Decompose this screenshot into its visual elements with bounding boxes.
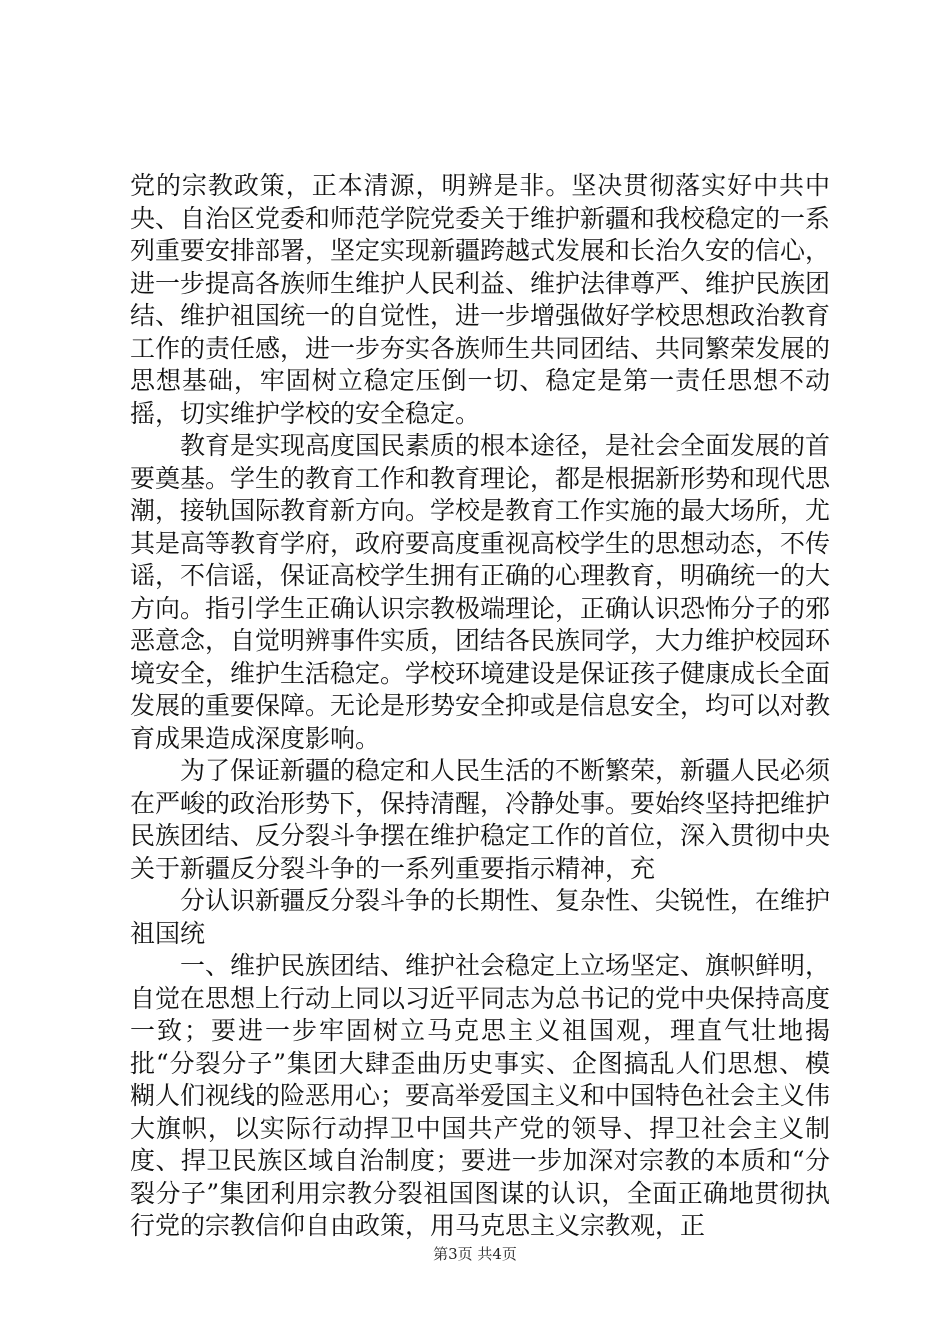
page-number-footer: 第3页 共4页	[433, 1245, 517, 1263]
paragraph-5: 一、维护民族团结、维护社会稳定上立场坚定、旗帜鲜明，自觉在思想上行动上同以习近平同志为总书记的党中央保持高度一致；要进一步牢固树立马克思主义祖国观，理直气壮地揭批“分裂分子”集团大肆歪曲历史事实、企图搞乱人们思想、模糊人们视线的险恶用心；要高举爱国主义和中国特色社会主义伟大旗帜，以实际行动捍卫中国共产党的领导、捍卫社会主义制度、捍卫民族区域自治制度；要进一步加深对宗教的本质和“分裂分子”集团利用宗教分裂祖国图谋的认识，全面正确地贯彻执行党的宗教信仰自由政策，用马克思主义宗教观，正	[130, 951, 831, 1240]
document-body	[130, 170, 830, 1243]
paragraph-4: 分认识新疆反分裂斗争的长期性、复杂性、尖锐性，在维护祖国统	[130, 886, 831, 948]
paragraph-2: 教育是实现高度国民素质的根本途径，是社会全面发展的首要奠基。学生的教育工作和教育理论，都是根据新形势和现代思潮，接轨国际教育新方向。学校是教育工作实施的最大场所，尤其是高等教育学府，政府要高度重视高校学生的思想动态，不传谣，不信谣，保证高校学生拥有正确的心理教育，明确统一的大方向。指引学生正确认识宗教极端理论，正确认识恐怖分子的邪恶意念，自觉明辨事件实质，团结各民族同学，大力维护校园环境安全，维护生活稳定。学校环境建设是保证孩子健康成长全面发展的重要保障。无论是形势安全抑或是信息安全，均可以对教育成果造成深度影响。	[130, 431, 831, 753]
paragraph-1: 党的宗教政策，正本清源，明辨是非。坚决贯彻落实好中共中央、自治区党委和师范学院党委关于维护新疆和我校稳定的一系列重要安排部署，坚定实现新疆跨越式发展和长治久安的信心，进一步提高各族师生维护人民利益、维护法律尊严、维护民族团结、维护祖国统一的自觉性，进一步增强做好学校思想政治教育工作的责任感，进一步夯实各族师生共同团结、共同繁荣发展的思想基础，牢固树立稳定压倒一切、稳定是第一责任思想不动摇，切实维护学校的安全稳定。	[130, 171, 831, 428]
paragraph-3: 为了保证新疆的稳定和人民生活的不断繁荣，新疆人民必须在严峻的政治形势下，保持清醒，冷静处事。要始终坚持把维护民族团结、反分裂斗争摆在维护稳定工作的首位，深入贯彻中央关于新疆反分裂斗争的一系列重要指示精神，充	[130, 756, 831, 883]
